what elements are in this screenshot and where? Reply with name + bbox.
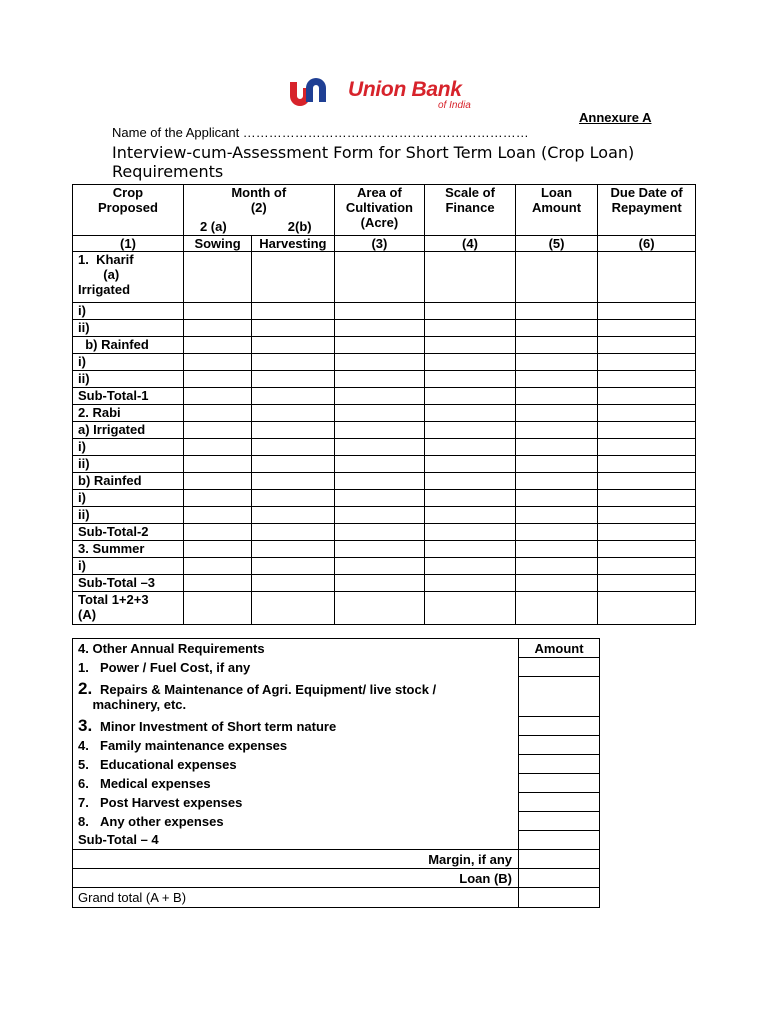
table-cell[interactable] — [425, 337, 516, 354]
crop-row-label: i) — [73, 303, 184, 320]
table-cell[interactable] — [598, 303, 696, 320]
amount-cell[interactable] — [519, 717, 600, 736]
table-cell[interactable] — [515, 320, 597, 337]
table-cell[interactable] — [598, 422, 696, 439]
table-row — [73, 541, 696, 558]
table-cell[interactable] — [334, 252, 425, 303]
table-cell[interactable] — [183, 473, 251, 490]
requirement-rows — [73, 658, 600, 850]
crop-row-label: 1. Kharif (a) Irrigated — [73, 252, 184, 303]
requirement-row — [73, 736, 600, 755]
requirement-number: 4. — [78, 737, 89, 753]
table-cell[interactable] — [515, 507, 597, 524]
bank-name-sub: of India — [438, 100, 471, 111]
other-requirements-heading: 4. Other Annual Requirements — [73, 639, 519, 658]
table-cell[interactable] — [425, 405, 516, 422]
table-cell[interactable] — [334, 320, 425, 337]
table-cell[interactable] — [252, 337, 334, 354]
amount-cell[interactable] — [519, 793, 600, 812]
margin-row — [73, 850, 600, 869]
crop-row-label: ii) — [73, 371, 184, 388]
requirement-number: 8. — [78, 813, 89, 829]
crop-row-label: i) — [73, 354, 184, 371]
amount-cell[interactable] — [519, 755, 600, 774]
table-cell[interactable] — [425, 592, 516, 625]
crop-row-label: i) — [73, 439, 184, 456]
table-cell[interactable] — [515, 405, 597, 422]
table-cell[interactable] — [183, 439, 251, 456]
table-row — [73, 422, 696, 439]
requirement-text: Power / Fuel Cost, if any — [100, 659, 251, 675]
requirement-row — [73, 812, 600, 831]
crop-row-label: b) Rainfed — [73, 337, 184, 354]
applicant-name-field[interactable]: Name of the Applicant ………………………………………………………… — [112, 125, 529, 140]
requirement-text: Medical expenses — [100, 775, 211, 791]
amount-cell[interactable] — [519, 774, 600, 793]
table-cell[interactable] — [252, 524, 334, 541]
table-cell[interactable] — [334, 473, 425, 490]
table-row — [73, 371, 696, 388]
table-cell[interactable] — [515, 456, 597, 473]
crop-row-label: i) — [73, 490, 184, 507]
header-sub-a: 2 (a) — [199, 219, 227, 234]
header-scale: Scale of Finance — [425, 185, 516, 236]
table-cell[interactable] — [425, 354, 516, 371]
table-cell[interactable] — [334, 337, 425, 354]
amount-cell[interactable] — [519, 812, 600, 831]
table-cell[interactable] — [252, 490, 334, 507]
table-row — [73, 592, 696, 625]
table-cell[interactable] — [598, 473, 696, 490]
col-number: Harvesting — [252, 236, 334, 252]
table-cell[interactable] — [334, 303, 425, 320]
table-cell[interactable] — [598, 592, 696, 625]
union-bank-logo-icon — [285, 72, 331, 112]
requirement-text: Any other expenses — [100, 813, 224, 829]
table-cell[interactable] — [598, 524, 696, 541]
table-cell[interactable] — [183, 354, 251, 371]
table-row — [73, 405, 696, 422]
table-row — [73, 337, 696, 354]
table-cell[interactable] — [515, 473, 597, 490]
annexure-label: Annexure A — [579, 110, 652, 125]
crop-row-label: Total 1+2+3 (A) — [73, 592, 184, 625]
table-cell[interactable] — [183, 541, 251, 558]
margin-label: Margin, if any — [73, 850, 519, 869]
table-cell[interactable] — [598, 337, 696, 354]
header-crop-proposed: Crop Proposed — [73, 185, 184, 236]
table-row — [73, 354, 696, 371]
requirement-row — [73, 677, 600, 717]
table-cell[interactable] — [598, 354, 696, 371]
table-cell[interactable] — [425, 439, 516, 456]
table-cell[interactable] — [252, 507, 334, 524]
table-cell[interactable] — [252, 388, 334, 405]
table-cell[interactable] — [334, 490, 425, 507]
table-cell[interactable] — [252, 320, 334, 337]
table-cell[interactable] — [183, 303, 251, 320]
table-cell[interactable] — [425, 303, 516, 320]
requirement-number: 1. — [78, 659, 89, 675]
table-cell[interactable] — [334, 575, 425, 592]
table-cell[interactable] — [598, 405, 696, 422]
table-cell[interactable] — [425, 490, 516, 507]
header-sub-b: 2(b) — [287, 219, 312, 234]
table-cell[interactable] — [183, 592, 251, 625]
table-cell[interactable] — [425, 575, 516, 592]
margin-amount-cell[interactable] — [519, 850, 600, 869]
crop-row-label: ii) — [73, 456, 184, 473]
table-cell[interactable] — [598, 388, 696, 405]
table-cell[interactable] — [425, 558, 516, 575]
col-number: Sowing — [183, 236, 251, 252]
crop-row-label: 3. Summer — [73, 541, 184, 558]
crop-row-label: ii) — [73, 320, 184, 337]
table-cell[interactable] — [183, 252, 251, 303]
table-cell[interactable] — [598, 575, 696, 592]
header-area: Area of Cultivation (Acre) — [334, 185, 425, 236]
table-cell[interactable] — [252, 592, 334, 625]
table-row — [73, 388, 696, 405]
crop-rows — [73, 252, 696, 625]
table-cell[interactable] — [183, 507, 251, 524]
requirement-text: Educational expenses — [100, 756, 237, 772]
bank-name: Union Bank — [348, 78, 462, 101]
table-cell[interactable] — [183, 558, 251, 575]
loan-row — [73, 869, 600, 888]
table-row — [73, 575, 696, 592]
table-cell[interactable] — [515, 524, 597, 541]
requirement-row — [73, 774, 600, 793]
crop-row-label: i) — [73, 558, 184, 575]
table-cell[interactable] — [515, 558, 597, 575]
table-cell[interactable] — [334, 524, 425, 541]
table-row — [73, 439, 696, 456]
table-cell[interactable] — [334, 371, 425, 388]
table-cell[interactable] — [252, 439, 334, 456]
table-cell[interactable] — [425, 456, 516, 473]
amount-cell[interactable] — [519, 736, 600, 755]
table-cell[interactable] — [334, 456, 425, 473]
table-cell[interactable] — [252, 541, 334, 558]
table-cell[interactable] — [183, 388, 251, 405]
col-number: (5) — [515, 236, 597, 252]
col-number: (6) — [598, 236, 696, 252]
table-cell[interactable] — [252, 405, 334, 422]
table-cell[interactable] — [515, 575, 597, 592]
other-requirements-header-row — [73, 639, 600, 658]
requirement-number: 6. — [78, 775, 89, 791]
requirement-text: Family maintenance expenses — [100, 737, 288, 753]
table-cell[interactable] — [252, 473, 334, 490]
table-row — [73, 473, 696, 490]
table-cell[interactable] — [515, 303, 597, 320]
requirement-number: 5. — [78, 756, 89, 772]
subtotal-4-amount-cell[interactable] — [519, 831, 600, 850]
table-cell[interactable] — [334, 354, 425, 371]
table-cell[interactable] — [183, 456, 251, 473]
header-month-of-label: Month of (2) — [231, 185, 287, 215]
table-row — [73, 456, 696, 473]
grand-total-amount-cell[interactable] — [519, 888, 600, 908]
table-cell[interactable] — [252, 371, 334, 388]
table-cell[interactable] — [252, 354, 334, 371]
table-cell[interactable] — [598, 320, 696, 337]
table-cell[interactable] — [425, 541, 516, 558]
table-cell[interactable] — [598, 541, 696, 558]
union-bank-logo — [285, 72, 485, 112]
table-cell[interactable] — [183, 575, 251, 592]
table-cell[interactable] — [425, 422, 516, 439]
table-row — [73, 524, 696, 541]
table-row — [73, 303, 696, 320]
crop-row-label: b) Rainfed — [73, 473, 184, 490]
grand-total-row — [73, 888, 600, 908]
crop-row-label: ii) — [73, 507, 184, 524]
table-cell[interactable] — [515, 354, 597, 371]
table-row — [73, 507, 696, 524]
table-cell[interactable] — [334, 507, 425, 524]
table-cell[interactable] — [515, 490, 597, 507]
table-cell[interactable] — [425, 473, 516, 490]
subtotal-4-label: Sub-Total – 4 — [73, 831, 519, 850]
table-cell[interactable] — [425, 371, 516, 388]
table-cell[interactable] — [183, 371, 251, 388]
table-row — [73, 320, 696, 337]
col-number: (1) — [73, 236, 184, 252]
table-row — [73, 490, 696, 507]
subtotal-4-row — [73, 831, 600, 850]
requirement-row — [73, 717, 600, 736]
table-cell[interactable] — [252, 456, 334, 473]
table-cell[interactable] — [425, 524, 516, 541]
table-cell[interactable] — [334, 405, 425, 422]
col-number: (4) — [425, 236, 516, 252]
table-cell[interactable] — [183, 320, 251, 337]
table-cell[interactable] — [183, 490, 251, 507]
table-cell[interactable] — [334, 388, 425, 405]
table-row — [73, 252, 696, 303]
table-number-row — [73, 236, 696, 252]
grand-total-label: Grand total (A + B) — [73, 888, 519, 908]
table-cell[interactable] — [252, 575, 334, 592]
table-cell[interactable] — [334, 541, 425, 558]
crop-row-label: Sub-Total-2 — [73, 524, 184, 541]
table-cell[interactable] — [515, 252, 597, 303]
table-cell[interactable] — [252, 252, 334, 303]
table-cell[interactable] — [334, 422, 425, 439]
table-cell[interactable] — [334, 558, 425, 575]
table-cell[interactable] — [598, 490, 696, 507]
table-cell[interactable] — [598, 439, 696, 456]
table-cell[interactable] — [334, 439, 425, 456]
table-cell[interactable] — [515, 371, 597, 388]
table-cell[interactable] — [183, 405, 251, 422]
requirement-text: Post Harvest expenses — [100, 794, 243, 810]
crop-row-label: Sub-Total –3 — [73, 575, 184, 592]
crop-loan-table — [72, 184, 696, 625]
table-cell[interactable] — [425, 320, 516, 337]
loan-b-amount-cell[interactable] — [519, 869, 600, 888]
table-row — [73, 558, 696, 575]
requirement-text: Repairs & Maintenance of Agri. Equipment/ live stock / machinery, etc. — [92, 682, 437, 712]
table-cell[interactable] — [598, 252, 696, 303]
table-cell[interactable] — [425, 252, 516, 303]
crop-row-label: Sub-Total-1 — [73, 388, 184, 405]
table-cell[interactable] — [425, 507, 516, 524]
table-cell[interactable] — [252, 558, 334, 575]
table-cell[interactable] — [515, 592, 597, 625]
header-month-of — [183, 185, 334, 236]
requirement-row — [73, 658, 600, 677]
table-cell[interactable] — [515, 541, 597, 558]
table-cell[interactable] — [183, 524, 251, 541]
table-cell[interactable] — [598, 456, 696, 473]
crop-row-label: a) Irrigated — [73, 422, 184, 439]
amount-header: Amount — [519, 639, 600, 658]
table-cell[interactable] — [598, 558, 696, 575]
table-cell[interactable] — [252, 422, 334, 439]
requirement-row — [73, 793, 600, 812]
other-requirements-table — [72, 638, 600, 908]
requirement-number: 3. — [78, 716, 93, 735]
col-number: (3) — [334, 236, 425, 252]
table-cell[interactable] — [515, 422, 597, 439]
table-cell[interactable] — [515, 439, 597, 456]
header-loan: Loan Amount — [515, 185, 597, 236]
amount-cell[interactable] — [519, 677, 600, 717]
table-cell[interactable] — [425, 388, 516, 405]
table-cell[interactable] — [515, 337, 597, 354]
requirement-text: Minor Investment of Short term nature — [100, 719, 337, 734]
header-due: Due Date of Repayment — [598, 185, 696, 236]
requirement-number: 2. — [78, 679, 93, 698]
form-title: Interview-cum-Assessment Form for Short Term Loan (Crop Loan) Requirements — [112, 143, 635, 181]
table-cell[interactable] — [598, 371, 696, 388]
requirement-number: 7. — [78, 794, 89, 810]
table-header-row — [73, 185, 696, 236]
table-cell[interactable] — [252, 303, 334, 320]
amount-cell[interactable] — [519, 658, 600, 677]
table-cell[interactable] — [334, 592, 425, 625]
crop-row-label: 2. Rabi — [73, 405, 184, 422]
loan-b-label: Loan (B) — [73, 869, 519, 888]
table-cell[interactable] — [598, 507, 696, 524]
table-cell[interactable] — [183, 422, 251, 439]
table-cell[interactable] — [183, 337, 251, 354]
table-cell[interactable] — [515, 388, 597, 405]
requirement-row — [73, 755, 600, 774]
